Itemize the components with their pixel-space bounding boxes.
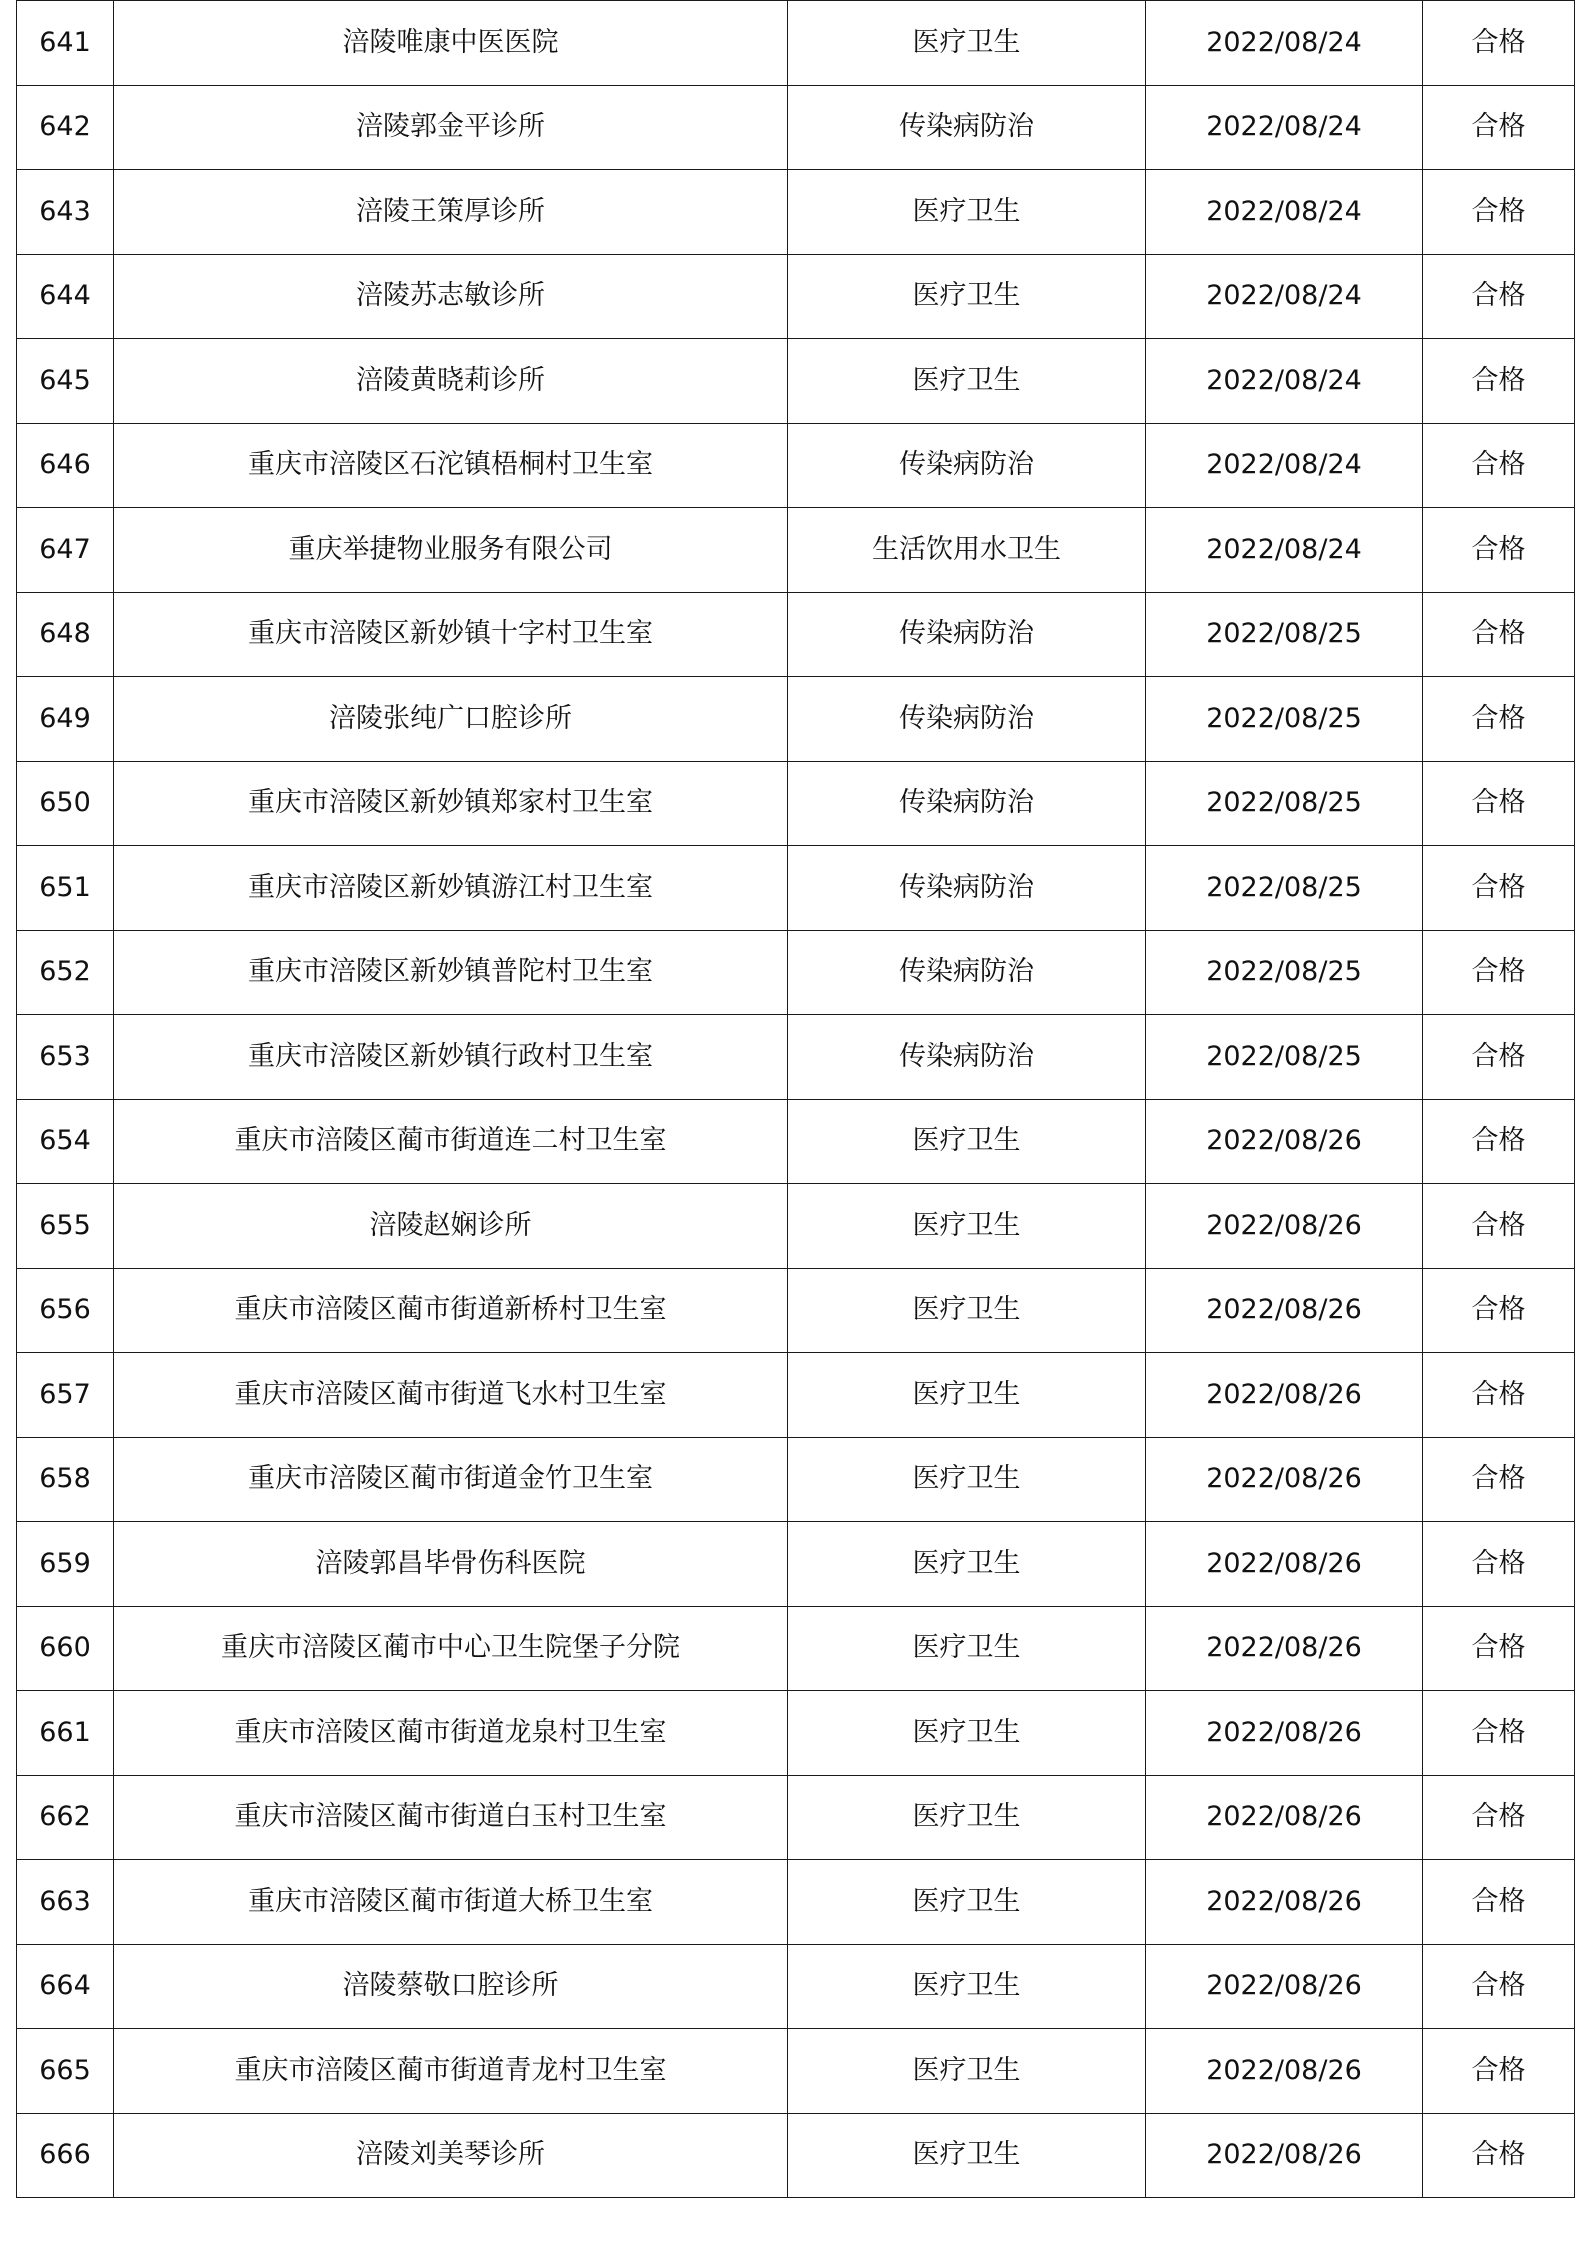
row-number-cell: 665 [17,2029,114,2114]
inspection-result-cell: 合格 [1423,254,1575,339]
inspection-result-cell: 合格 [1423,1691,1575,1776]
inspection-category-cell: 医疗卫生 [788,1,1146,86]
row-number-cell: 641 [17,1,114,86]
inspection-result-cell: 合格 [1423,170,1575,255]
inspection-result-cell: 合格 [1423,1184,1575,1269]
organization-name-cell: 重庆市涪陵区蔺市街道白玉村卫生室 [114,1775,788,1860]
table-row [17,1268,1575,1353]
inspection-date-cell: 2022/08/26 [1146,2029,1423,2114]
table-row [17,930,1575,1015]
inspection-date-cell: 2022/08/25 [1146,761,1423,846]
inspection-category-cell: 传染病防治 [788,677,1146,762]
organization-name-cell: 重庆市涪陵区蔺市街道大桥卫生室 [114,1860,788,1945]
table-row [17,254,1575,339]
organization-name-cell: 涪陵郭金平诊所 [114,85,788,170]
records-table-body [17,1,1575,2198]
organization-name-cell: 涪陵张纯广口腔诊所 [114,677,788,762]
row-number-cell: 645 [17,339,114,424]
table-row [17,677,1575,762]
row-number-cell: 653 [17,1015,114,1100]
inspection-category-cell: 传染病防治 [788,592,1146,677]
inspection-result-cell: 合格 [1423,1606,1575,1691]
inspection-result-cell: 合格 [1423,1,1575,86]
inspection-result-cell: 合格 [1423,1353,1575,1438]
inspection-result-cell: 合格 [1423,2029,1575,2114]
inspection-result-cell: 合格 [1423,85,1575,170]
inspection-date-cell: 2022/08/26 [1146,1184,1423,1269]
row-number-cell: 656 [17,1268,114,1353]
inspection-date-cell: 2022/08/26 [1146,1606,1423,1691]
inspection-date-cell: 2022/08/25 [1146,592,1423,677]
inspection-result-cell: 合格 [1423,930,1575,1015]
table-row [17,1353,1575,1438]
row-number-cell: 655 [17,1184,114,1269]
table-row [17,2113,1575,2198]
inspection-category-cell: 医疗卫生 [788,339,1146,424]
inspection-category-cell: 医疗卫生 [788,1691,1146,1776]
inspection-category-cell: 医疗卫生 [788,2113,1146,2198]
inspection-date-cell: 2022/08/25 [1146,930,1423,1015]
inspection-records-table [16,0,1575,2198]
inspection-date-cell: 2022/08/26 [1146,1775,1423,1860]
organization-name-cell: 涪陵郭昌毕骨伤科医院 [114,1522,788,1607]
table-row [17,1522,1575,1607]
table-row [17,1860,1575,1945]
table-row [17,85,1575,170]
inspection-result-cell: 合格 [1423,592,1575,677]
organization-name-cell: 涪陵蔡敬口腔诊所 [114,1944,788,2029]
table-row [17,1775,1575,1860]
inspection-result-cell: 合格 [1423,846,1575,931]
inspection-result-cell: 合格 [1423,761,1575,846]
inspection-category-cell: 医疗卫生 [788,1606,1146,1691]
inspection-category-cell: 传染病防治 [788,761,1146,846]
inspection-date-cell: 2022/08/26 [1146,1268,1423,1353]
row-number-cell: 652 [17,930,114,1015]
inspection-result-cell: 合格 [1423,339,1575,424]
inspection-category-cell: 传染病防治 [788,85,1146,170]
organization-name-cell: 重庆市涪陵区蔺市街道龙泉村卫生室 [114,1691,788,1776]
inspection-result-cell: 合格 [1423,1775,1575,1860]
table-row [17,1606,1575,1691]
row-number-cell: 663 [17,1860,114,1945]
inspection-category-cell: 传染病防治 [788,930,1146,1015]
inspection-category-cell: 传染病防治 [788,423,1146,508]
inspection-date-cell: 2022/08/26 [1146,1099,1423,1184]
inspection-date-cell: 2022/08/26 [1146,1860,1423,1945]
inspection-date-cell: 2022/08/25 [1146,846,1423,931]
row-number-cell: 659 [17,1522,114,1607]
table-row [17,846,1575,931]
row-number-cell: 642 [17,85,114,170]
inspection-result-cell: 合格 [1423,508,1575,593]
row-number-cell: 660 [17,1606,114,1691]
inspection-result-cell: 合格 [1423,1944,1575,2029]
table-row [17,592,1575,677]
table-row [17,508,1575,593]
inspection-date-cell: 2022/08/26 [1146,1353,1423,1438]
row-number-cell: 658 [17,1437,114,1522]
organization-name-cell: 重庆市涪陵区蔺市街道青龙村卫生室 [114,2029,788,2114]
inspection-date-cell: 2022/08/24 [1146,170,1423,255]
inspection-category-cell: 医疗卫生 [788,1775,1146,1860]
inspection-result-cell: 合格 [1423,1437,1575,1522]
inspection-date-cell: 2022/08/26 [1146,1522,1423,1607]
row-number-cell: 650 [17,761,114,846]
table-row [17,1,1575,86]
inspection-category-cell: 传染病防治 [788,1015,1146,1100]
organization-name-cell: 重庆市涪陵区蔺市街道飞水村卫生室 [114,1353,788,1438]
inspection-date-cell: 2022/08/26 [1146,1944,1423,2029]
organization-name-cell: 重庆市涪陵区新妙镇行政村卫生室 [114,1015,788,1100]
row-number-cell: 657 [17,1353,114,1438]
table-row [17,761,1575,846]
inspection-category-cell: 医疗卫生 [788,2029,1146,2114]
row-number-cell: 664 [17,1944,114,2029]
organization-name-cell: 重庆市涪陵区新妙镇十字村卫生室 [114,592,788,677]
organization-name-cell: 涪陵苏志敏诊所 [114,254,788,339]
inspection-category-cell: 医疗卫生 [788,1099,1146,1184]
row-number-cell: 644 [17,254,114,339]
table-row [17,423,1575,508]
row-number-cell: 649 [17,677,114,762]
inspection-category-cell: 医疗卫生 [788,1437,1146,1522]
row-number-cell: 666 [17,2113,114,2198]
table-row [17,1099,1575,1184]
table-row [17,1184,1575,1269]
inspection-category-cell: 生活饮用水卫生 [788,508,1146,593]
organization-name-cell: 重庆市涪陵区蔺市中心卫生院堡子分院 [114,1606,788,1691]
row-number-cell: 648 [17,592,114,677]
inspection-date-cell: 2022/08/25 [1146,677,1423,762]
inspection-category-cell: 医疗卫生 [788,170,1146,255]
inspection-category-cell: 医疗卫生 [788,254,1146,339]
inspection-result-cell: 合格 [1423,1015,1575,1100]
inspection-category-cell: 医疗卫生 [788,1944,1146,2029]
inspection-date-cell: 2022/08/26 [1146,2113,1423,2198]
row-number-cell: 651 [17,846,114,931]
row-number-cell: 654 [17,1099,114,1184]
inspection-date-cell: 2022/08/24 [1146,1,1423,86]
organization-name-cell: 重庆市涪陵区蔺市街道金竹卫生室 [114,1437,788,1522]
inspection-result-cell: 合格 [1423,423,1575,508]
organization-name-cell: 重庆市涪陵区蔺市街道新桥村卫生室 [114,1268,788,1353]
table-row [17,170,1575,255]
inspection-date-cell: 2022/08/25 [1146,1015,1423,1100]
table-row [17,1015,1575,1100]
inspection-date-cell: 2022/08/24 [1146,508,1423,593]
inspection-category-cell: 医疗卫生 [788,1522,1146,1607]
row-number-cell: 662 [17,1775,114,1860]
organization-name-cell: 重庆市涪陵区石沱镇梧桐村卫生室 [114,423,788,508]
row-number-cell: 646 [17,423,114,508]
organization-name-cell: 重庆市涪陵区新妙镇游江村卫生室 [114,846,788,931]
organization-name-cell: 重庆市涪陵区蔺市街道连二村卫生室 [114,1099,788,1184]
inspection-result-cell: 合格 [1423,677,1575,762]
inspection-date-cell: 2022/08/24 [1146,85,1423,170]
inspection-date-cell: 2022/08/26 [1146,1437,1423,1522]
row-number-cell: 643 [17,170,114,255]
organization-name-cell: 涪陵黄晓莉诊所 [114,339,788,424]
table-row [17,339,1575,424]
organization-name-cell: 重庆市涪陵区新妙镇郑家村卫生室 [114,761,788,846]
inspection-date-cell: 2022/08/24 [1146,254,1423,339]
inspection-result-cell: 合格 [1423,1099,1575,1184]
inspection-category-cell: 医疗卫生 [788,1268,1146,1353]
inspection-result-cell: 合格 [1423,1522,1575,1607]
organization-name-cell: 重庆市涪陵区新妙镇普陀村卫生室 [114,930,788,1015]
inspection-result-cell: 合格 [1423,2113,1575,2198]
inspection-category-cell: 医疗卫生 [788,1353,1146,1438]
organization-name-cell: 涪陵刘美琴诊所 [114,2113,788,2198]
organization-name-cell: 涪陵唯康中医医院 [114,1,788,86]
table-row [17,1944,1575,2029]
table-row [17,1437,1575,1522]
row-number-cell: 647 [17,508,114,593]
row-number-cell: 661 [17,1691,114,1776]
inspection-date-cell: 2022/08/24 [1146,423,1423,508]
inspection-result-cell: 合格 [1423,1268,1575,1353]
inspection-category-cell: 医疗卫生 [788,1860,1146,1945]
organization-name-cell: 重庆举捷物业服务有限公司 [114,508,788,593]
inspection-category-cell: 医疗卫生 [788,1184,1146,1269]
inspection-category-cell: 传染病防治 [788,846,1146,931]
inspection-result-cell: 合格 [1423,1860,1575,1945]
table-row [17,1691,1575,1776]
inspection-date-cell: 2022/08/26 [1146,1691,1423,1776]
organization-name-cell: 涪陵王策厚诊所 [114,170,788,255]
table-row [17,2029,1575,2114]
organization-name-cell: 涪陵赵娴诊所 [114,1184,788,1269]
inspection-date-cell: 2022/08/24 [1146,339,1423,424]
